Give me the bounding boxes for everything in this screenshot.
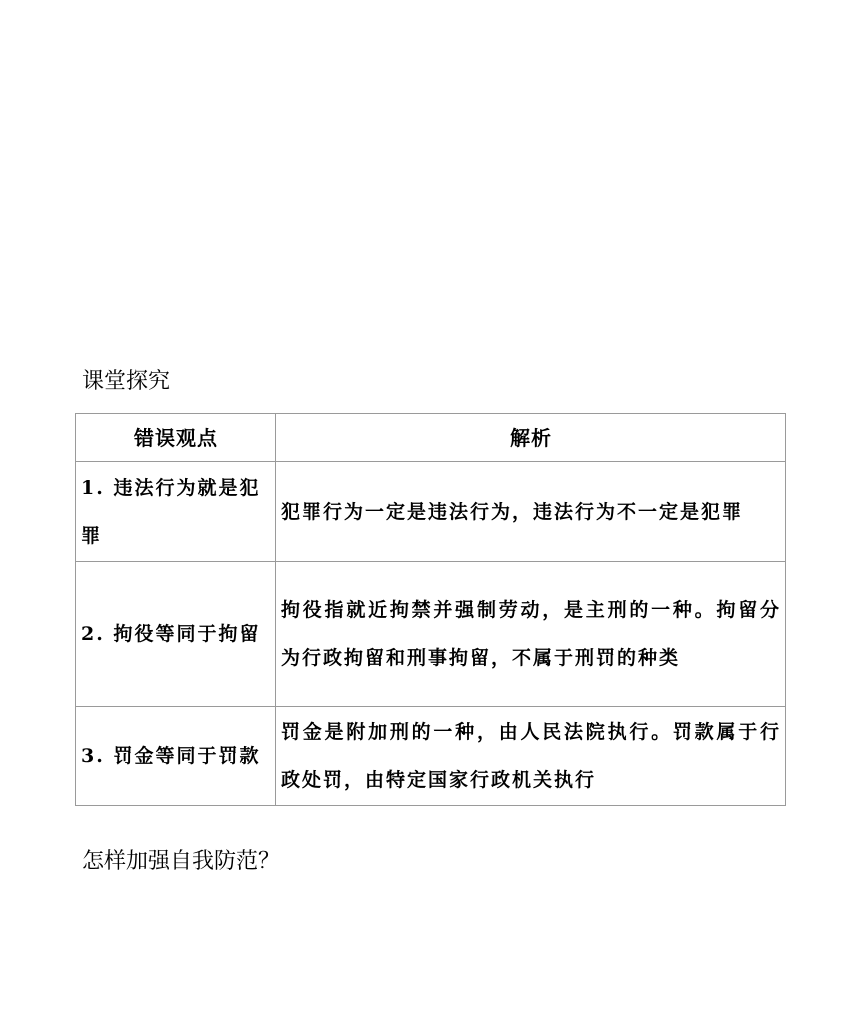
- table-row: [76, 707, 786, 806]
- table-header-row: [76, 414, 786, 462]
- question-text: 怎样加强自我防范？: [82, 849, 281, 874]
- table-row: [76, 562, 786, 707]
- misconception-table: [75, 413, 786, 806]
- table-row: [76, 462, 786, 562]
- analysis-cell: 罚金是附加刑的一种，由人民法院执行。罚款属于行政处罚，由特定国家行政机关执行: [276, 707, 786, 806]
- misconception-cell: 1. 违法行为就是犯罪: [76, 462, 276, 562]
- section-title: 课堂探究: [82, 369, 171, 394]
- header-analysis: 解析: [276, 414, 786, 462]
- misconception-cell: 2. 拘役等同于拘留: [76, 562, 276, 707]
- header-misconception: 错误观点: [76, 414, 276, 462]
- misconception-cell: 3. 罚金等同于罚款: [76, 707, 276, 806]
- analysis-cell: 拘役指就近拘禁并强制劳动，是主刑的一种。拘留分为行政拘留和刑事拘留，不属于刑罚的种类: [276, 562, 786, 707]
- analysis-cell: 犯罪行为一定是违法行为，违法行为不一定是犯罪: [276, 462, 786, 562]
